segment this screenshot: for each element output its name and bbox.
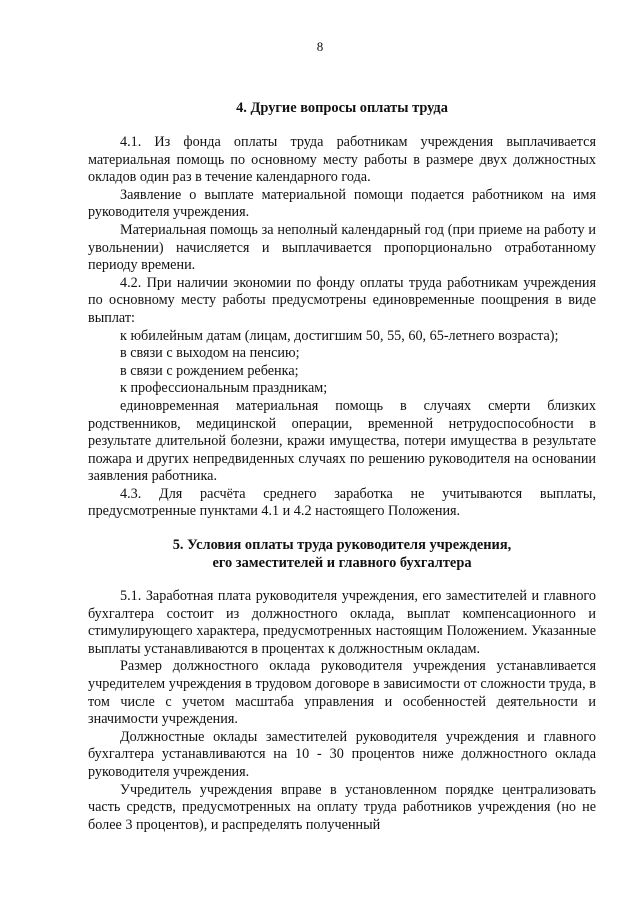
paragraph-deputy-salary: Должностные оклады заместителей руководителя учреждения и главного бухгалтера устанавливаются на 10 - 30 процентов ниже должностного оклада руководителя учреждения. [88,728,596,780]
paragraph-partial-year: Материальная помощь за неполный календарный год (при приеме на работу и увольнении) начисляется и выплачивается пропорционально отработанному периоду времени. [88,221,596,274]
paragraph-5-1: 5.1. Заработная плата руководителя учреждения, его заместителей и главного бухгалтера состоит из должностного оклада, выплат компенсационного и стимулирующего характера, предусмотренных настоящим Положением. Указанные выплаты устанавливаются в процентах к должностным окладам. [88,588,596,657]
list-item-childbirth: в связи с рождением ребенка; [120,362,299,379]
section-4-body [88,134,596,521]
paragraph-founder-funds: Учредитель учреждения вправе в установленном порядке централизовать часть средств, предусмотренных на оплату труда работников учреждения (но не более 3 процентов), и распределять полученный [88,781,596,833]
section-5-title-line-2: его заместителей и главного бухгалтера [212,554,472,571]
list-item-pension: в связи с выходом на пенсию; [120,345,300,362]
paragraph-material-aid: единовременная материальная помощь в случаях смерти близких родственников, медицинской операции, временной нетрудоспособности в результате длительной болезни, кражи имущества, потери имущества в результате пожара и других непредвиденных случаях по решению руководителя на основании заявления работника. [88,397,596,485]
paragraph-head-salary: Размер должностного оклада руководителя учреждения устанавливается учредителем учреждения в трудовом договоре в зависимости от сложности труда, в том числе с учетом масштаба управления и особенностей деятельности и значимости учреждения. [88,658,596,728]
paragraph-application: Заявление о выплате материальной помощи подается работником на имя руководителя учреждения. [88,186,596,221]
paragraph-4-1: 4.1. Из фонда оплаты труда работникам учреждения выплачивается материальная помощь по основному месту работы в размере двух должностных окладов один раз в течение календарного года. [88,134,596,186]
section-4-title: 4. Другие вопросы оплаты труда [236,100,448,116]
section-5-title-line-1: 5. Условия оплаты труда руководителя учреждения, [172,537,512,553]
page-number: 8 [316,39,324,54]
section-5-body [88,588,596,834]
paragraph-4-3: 4.3. Для расчёта среднего заработка не учитываются выплаты, предусмотренные пунктами 4.1 и 4.2 настоящего Положения. [88,485,596,520]
list-item-jubilee: к юбилейным датам (лицам, достигшим 50, 55, 60, 65-летнего возраста); [120,327,559,344]
paragraph-4-2: 4.2. При наличии экономии по фонду оплаты труда работникам учреждения по основному месту работы предусмотрены единовременные поощрения в виде выплат: [88,274,596,326]
list-item-holidays: к профессиональным праздникам; [120,380,328,397]
section-5-title [88,537,596,572]
